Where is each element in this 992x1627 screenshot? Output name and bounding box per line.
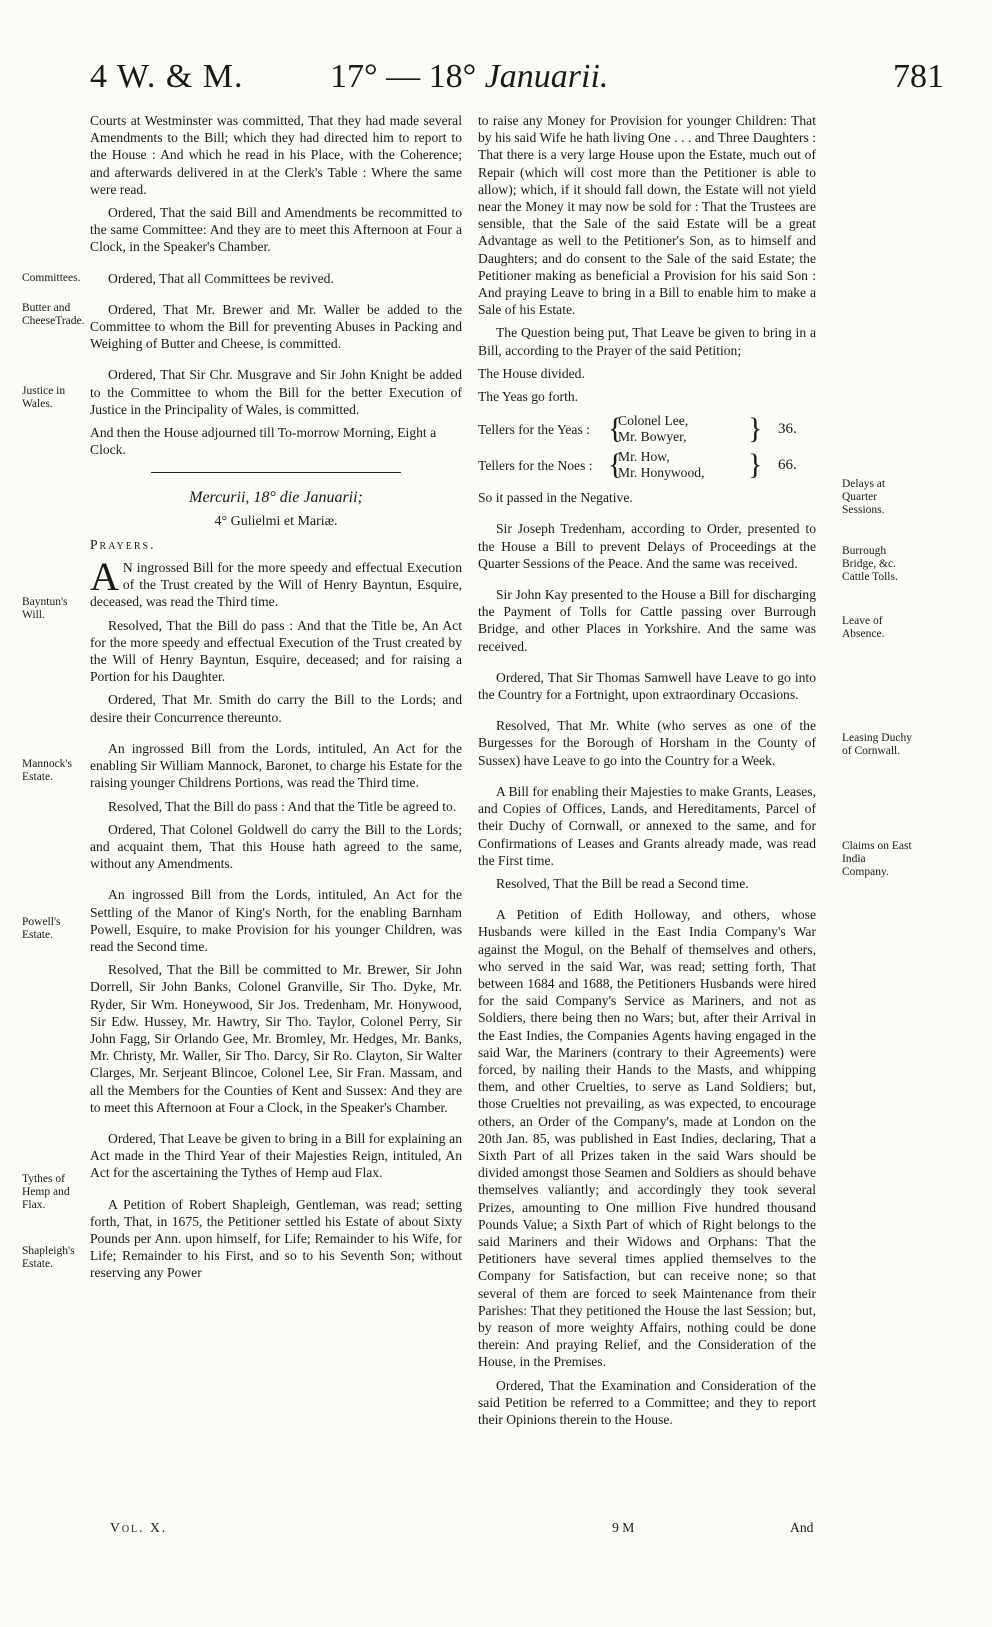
vote-count: 36. [778,420,797,437]
paragraph-text: N ingrossed Bill for the more speedy and effectual Execution of the Trust created by the Will of Henry Bayntun, Esquire, deceased, was read the Third time. [90,560,462,610]
paragraph: A Petition of Robert Shapleigh, Gentleman, was read; setting forth, That, in 1675, the Petitioner settled his Estate of about Sixty Pounds per Ann. upon himself, for Life; Remainder to his Wife, for Life; Remainder to his First, and so to his Seventh Son; without reserving any Power [90,1196,462,1281]
paragraph: Resolved, That Mr. White (who serves as one of the Burgesses for the Borough of Horsham in the County of Sussex) have Leave to go into the Country for a Week. [478,718,816,768]
paragraph: An ingrossed Bill from the Lords, intituled, An Act for the enabling Sir William Mannock, Baronet, to charge his Estate for the raising younger Childrens Portions, was read the Third time. [90,740,462,791]
catchword: And [790,1520,814,1535]
margin-note-leave-absence: Leave of Absence. [842,615,885,640]
signature-mark: 9 M [612,1520,635,1535]
tellers-label: Tellers for the Noes : [478,457,593,473]
left-column [90,112,462,1288]
margin-note-duchy-cornwall: Leasing Duchy of Cornwall. [842,732,912,757]
paragraph: Sir John Kay presented to the House a Bill for discharging the Payment of Tolls for Cattle passing over Burrough Bridge, and other Places in Yorkshire. And the same was received. [478,587,816,654]
paragraph: The House divided. [478,365,585,381]
right-column [478,112,816,1434]
paragraph: Ordered, That all Committees be revived. [108,270,334,286]
tellers-noes [478,447,816,483]
paragraph: Resolved, That the Bill do pass : And that the Title be, An Act for the more speedy and effectual Execution of the Trust created by the Will of Henry Bayntun, Esquire, deceased; and for raising a Portion for his Daughter. [90,617,462,685]
paragraph: A Petition of Edith Holloway, and others, whose Husbands were killed in the East India Company's War against the Mogul, on the Behalf of themselves and others, who served in the said War, was read; setting forth, That between 1684 and 1688, the Petitioners Husbands were hired for the said Company's Service as Mariners, and not as Soldiers, there being then no Wars; but, after their Arrival in the East Indies, the Companies Agents having engaged in the said War, the Mariners (contrary to their Agreements) were forced, by nailing their Hands to the Masts, and whipping them, and other Cruelties, to serve as Land Soldiers; but, those Cruelties not prevailing, as was expected, to encourage others, an Order of the Company's, made at London on the 20th Jan. 85, was published in East Indies, declaring, That a Sixth Part of all Prizes taken in the said Wars should be divided amongst those Seamen and Soldiers as should behave themselves valiantly; and accordingly they took several Prizes, amounting to One million Five hundred thousand Pounds Value; a Sixth Part of which of Right belongs to the said Mariners and their Widows and Orphans: That the Petitioners have several times applied themselves to the Company for Satisfaction, but can receive none; so that several of them are forced to seek Maintenance from their Parishes: That they petitioned the House the last Session; but, by reason of more weighty Affairs, nothing could be done therein: And praying Relief, and the Consideration of the House, in the Premises. [478,907,816,1370]
right-brace: } [748,448,763,482]
paragraph: An ingrossed Bill from the Lords, intituled, An Act for the Settling of the Manor of King's North, for the enabling Barnham Powell, Esquire, to make Provision for his younger Children, was read the Second time. [90,887,462,954]
paragraph: Courts at Westminster was committed, That they had made several Amendments to the Bill; which they had directed him to report to the House : And which he read in his Place, with the Coherence; and afterwards delivered in at the Clerk's Table : Where the same were read. [90,113,462,197]
teller-name: Mr. How, [618,449,670,465]
left-brace: { [608,412,623,446]
margin-note-powell-estate: Powell's Estate. [22,916,61,941]
margin-note-tythes: Tythes of Hemp and Flax. [22,1173,70,1211]
page-number: 781 [893,58,944,95]
paragraph: A Bill for enabling their Majesties to make Grants, Leases, and Copies of Offices, Lands, and Hereditaments, Parcel of their Duchy of Cornwall, or annexed to the same, and for Confirmations of Leases and Grants already made, was read the First time. [478,783,816,868]
margin-note-quarter-sessions: Delays at Quarter Sessions. [842,478,886,516]
margin-note-committees: Committees. [22,272,81,284]
header-date [330,58,608,96]
paragraph [90,554,462,611]
paragraph: Sir Joseph Tredenham, according to Order, presented to the House a Bill to prevent Delays of Proceedings at the Quarter Sessions of the Peace. And the same was received. [478,521,816,571]
margin-note-east-india: Claims on East India Company. [842,840,912,878]
teller-name: Mr. Bowyer, [618,429,687,445]
paragraph: Ordered, That Sir Chr. Musgrave and Sir John Knight be added to the Committee to whom the Bill for the better Execution of Justice in the Principality of Wales, is committed. [90,367,462,417]
paragraph: The Question being put, That Leave be given to bring in a Bill, according to the Prayer of the said Petition; [478,325,816,358]
volume-footer: Vol. X. [110,1520,168,1535]
margin-note-mannock-estate: Mannock's Estate. [22,758,72,783]
paragraph: Resolved, That the Bill be committed to Mr. Brewer, Sir John Dorrell, Sir John Banks, Colonel Granville, Sir Tho. Dyke, Mr. Ryder, Sir Wm. Honeywood, Sir Jos. Tredenham, Mr. Honywood, Sir Edw. Hussey, Mr. Hawtry, Sir Tho. Taylor, Colonel Perry, Sir John Fagg, Sir Orlando Gee, Mr. Bromley, Mr. Hedges, Mr. Banks, Mr. Christy, Mr. Waller, Sir Tho. Darcy, Sir Ro. Clayton, Sir Walter Clarges, Mr. Serjeant Blincoe, Colonel Lee, Sir Fran. Massam, and all the Members for the Counties of Kent and Sussex: And they are to meet this Afternoon at Four a Clock, in the Speaker's Chamber. [90,962,462,1115]
tellers-yeas [478,411,816,447]
drop-cap: A [90,554,119,600]
margin-note-butter-cheese: Butter and CheeseTrade. [22,302,85,327]
margin-note-justice-wales: Justice in Wales. [22,385,66,410]
adjournment-notice: And then the House adjourned till To-morrow Morning, Eight a Clock. [90,425,437,458]
margin-note-bayntun-will: Bayntun's Will. [22,596,68,621]
tellers-label: Tellers for the Yeas : [478,421,590,437]
running-header [0,58,992,108]
paragraph: to raise any Money for Provision for younger Children: That by his said Wife he hath living One . . . and Three Daughters : That there is a very large House upon the Estate, much out of Repair (which will cost more than the Petitioner is able to allow); which, if it should fall down, the Estate will not yield near the Money it may now be sold for : That the Trustees are sensible, that the Sale of the said Estate will be a great Advantage as well to the Petitioner's Son, as to himself and Daughters; and do consent to the Sale of the said Estate; the Petitioner making as beneficial a Provision for his said Son : And praying Leave to bring in a Bill to enable him to make a Sale of his Estate. [478,113,816,318]
left-brace: { [608,448,623,482]
tellers-block [478,411,816,483]
day-heading: Mercurii, 18° die Januarii; [189,489,363,507]
teller-names [618,413,748,445]
paragraph: Ordered, That Leave be given to bring in a Bill for explaining an Act made in the Third Year of their Majesties Reign, intituled, An Act for the ascertaining the Tythes of Hemp aud Flax. [90,1130,462,1181]
paragraph: Ordered, That the said Bill and Amendments be recommitted to the same Committee: And they are to meet this Afternoon at Four a Clock, in the Speaker's Chamber. [90,205,462,255]
right-brace: } [748,412,763,446]
header-day-range: 17° — 18° [330,58,477,95]
section-divider [151,472,401,473]
paragraph: The Yeas go forth. [478,389,579,405]
paragraph: Ordered, That Sir Thomas Samwell have Leave to go into the Country for a Fortnight, upon extraordinary Occasions. [478,669,816,703]
vote-count: 66. [778,456,797,473]
teller-name: Colonel Lee, [618,413,689,429]
prayers-heading: Prayers. [90,536,156,552]
header-month: Januarii. [484,58,609,95]
header-regnal-year: 4 W. & M. [90,58,244,95]
teller-names [618,449,748,481]
teller-name: Mr. Honywood, [618,465,705,481]
paragraph: Resolved, That the Bill be read a Second time. [496,875,749,891]
paragraph: Ordered, That Mr. Brewer and Mr. Waller be added to the Committee to whom the Bill for preventing Abuses in Packing and Weighing of Butter and Cheese, is committed. [90,301,462,352]
paragraph: So it passed in the Negative. [478,490,633,506]
paragraph: Ordered, That Mr. Smith do carry the Bill to the Lords; and desire their Concurrence thereunto. [90,692,462,725]
margin-note-shapleigh-estate: Shapleigh's Estate. [22,1245,75,1270]
reign-heading: 4° Gulielmi et Mariæ. [214,513,338,529]
margin-note-burrough-bridge: Burrough Bridge, &c. Cattle Tolls. [842,545,898,583]
paragraph: Ordered, That Colonel Goldwell do carry the Bill to the Lords; and acquaint them, That this House hath agreed to the same, without any Amendments. [90,821,462,872]
paragraph: Resolved, That the Bill do pass : And that the Title be agreed to. [108,798,457,814]
paragraph: Ordered, That the Examination and Consideration of the said Petition be referred to a Committee; and they to report their Opinions therein to the House. [478,1377,816,1427]
